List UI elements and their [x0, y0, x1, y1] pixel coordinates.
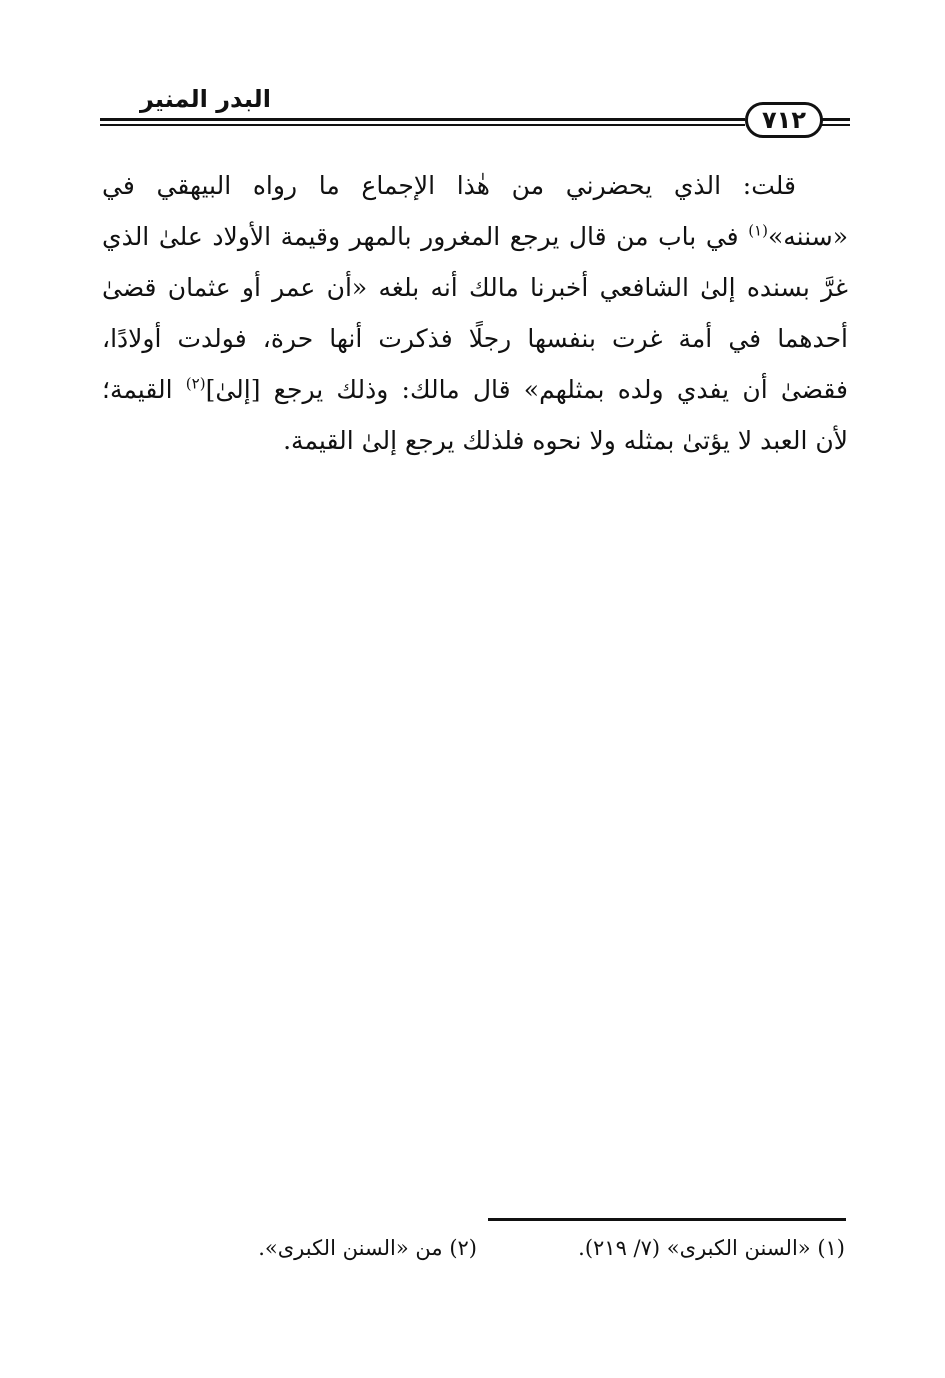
page-number: ٧١٢ — [745, 102, 823, 138]
header-rule-right — [822, 118, 850, 126]
text-line-5-start: فقضىٰ أن يفدي ولده بمثلهم» قال مالك: وذلك يرجع [إلىٰ] — [205, 375, 848, 404]
text-line-4: أحدهما في أمة غرت بنفسها رجلًا فذكرت أنها حرة، فولدت أولادًا، — [102, 324, 848, 353]
footnote-marker-1[interactable]: (١) — [748, 221, 768, 240]
footnote-2: (٢) من «السنن الكبرى». — [258, 1236, 477, 1260]
text-line-2-rest: في باب من قال يرجع المغرور بالمهر وقيمة الأولاد علىٰ الذي — [102, 222, 739, 251]
footnote-1: (١) «السنن الكبرى» (٧/ ٢١٩). — [578, 1236, 845, 1260]
text-line-6: لأن العبد لا يؤتىٰ بمثله ولا نحوه فلذلك يرجع إلىٰ القيمة. — [283, 426, 848, 455]
text-line-5-end: القيمة؛ — [102, 375, 173, 404]
text-line-3: غرَّ بسنده إلىٰ الشافعي أخبرنا مالك أنه بلغه «أن عمر أو عثمان قضىٰ — [102, 273, 848, 302]
page-header — [100, 84, 850, 134]
text-line-5 — [102, 364, 848, 415]
main-text — [102, 160, 848, 466]
text-line-1: قلت: الذي يحضرني من هٰذا الإجماع ما رواه البيهقي في — [102, 171, 796, 200]
text-line-2 — [102, 211, 848, 262]
quoted-source: «سننه» — [767, 222, 848, 251]
footnote-separator — [488, 1218, 846, 1221]
running-title: البدر المنير — [140, 85, 271, 113]
footnote-marker-2[interactable]: (٢) — [185, 374, 206, 393]
header-rule — [100, 118, 745, 126]
